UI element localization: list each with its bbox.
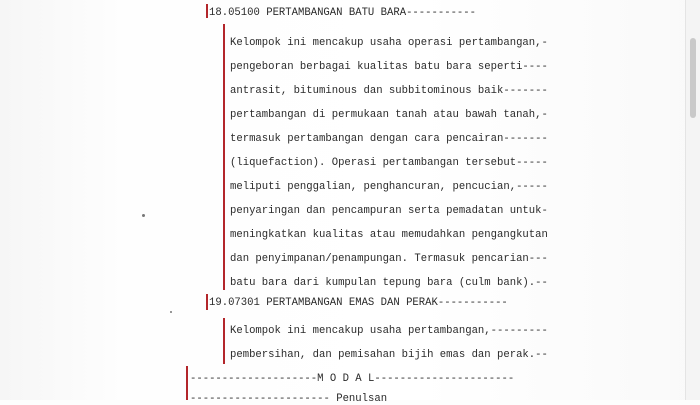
scan-speck [170,311,172,313]
text-line: Kelompok ini mencakup usaha pertambangan,--------- [230,325,548,337]
text-line: pertambangan di permukaan tanah atau bawah tanah,- [230,109,548,121]
text-line: termasuk pertambangan dengan cara pencairan------- [230,133,548,145]
section-margin-bar [223,318,225,364]
modal-divider: --------------------M O D A L---------------------- [190,373,515,385]
text-line: pengeboran berbagai kualitas batu bara seperti---- [230,61,548,73]
scrollbar-thumb[interactable] [690,38,696,118]
text-line: Kelompok ini mencakup usaha operasi pertambangan,- [230,37,548,49]
text-line: batu bara dari kumpulan tepung bara (culm bank).-- [230,277,548,289]
section-heading: 18.05100 PERTAMBANGAN BATU BARA----------- [209,7,477,19]
text-line: ---------------------- Penulsan [190,393,388,405]
section-heading: 19.07301 PERTAMBANGAN EMAS DAN PERAK----------- [209,297,508,309]
section-margin-bar [206,4,208,18]
section-margin-bar [223,24,225,290]
text-line: (liquefaction). Operasi pertambangan tersebut----- [230,157,548,169]
section-margin-bar [206,294,208,310]
text-line: dan penyimpanan/penampungan. Termasuk pencarian--- [230,253,548,265]
text-line: meningkatkan kualitas atau memudahkan pengangkutan [230,229,548,241]
scan-speck [142,214,145,217]
text-line: meliputi penggalian, penghancuran, pencucian,----- [230,181,548,193]
scrollbar[interactable] [685,0,700,400]
text-line: antrasit, bituminous dan subbitominous baik------- [230,85,548,97]
text-line: pembersihan, dan pemisahan bijih emas dan perak.-- [230,349,548,361]
section-margin-bar [186,366,188,400]
text-line: penyaringan dan pencampuran serta pemadatan untuk- [230,205,548,217]
